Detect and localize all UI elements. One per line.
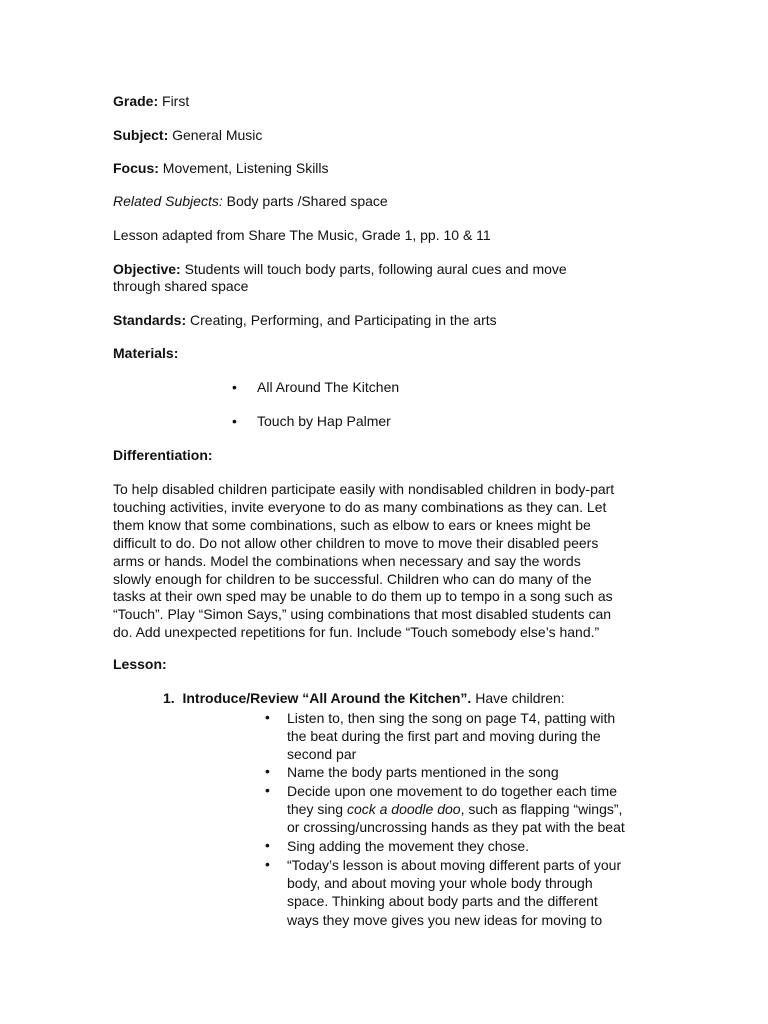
standards-value: Creating, Performing, and Participating in the arts xyxy=(190,312,497,328)
objective-text-1: Students will touch body parts, following aural cues and move xyxy=(184,261,567,277)
subject-value: General Music xyxy=(172,127,263,143)
subject-label: Subject: xyxy=(113,127,169,143)
paragraph-line: touching activities, invite everyone to do as many combinations as they can. Let xyxy=(113,498,607,515)
paragraph-line: To help disabled children participate easily with nondisabled children in body-part xyxy=(113,481,615,497)
paragraph-line: slowly enough for children to be successful. Children who can do many of the xyxy=(113,570,592,587)
related-subjects-value: Body parts /Shared space xyxy=(226,193,388,209)
bullet-line: the beat during the first part and moving during the xyxy=(287,728,601,745)
grade-value: First xyxy=(162,93,190,109)
adapted-line: Lesson adapted from Share The Music, Grade 1, pp. 10 & 11 xyxy=(113,227,491,243)
bullet-icon: • xyxy=(265,709,270,725)
bullet-line-mixed xyxy=(287,800,625,818)
bullet-icon: • xyxy=(265,856,270,872)
paragraph-line: arms or hands. Model the combinations when necessary and say the words xyxy=(113,552,581,569)
lesson-heading: Lesson: xyxy=(113,656,167,672)
paragraph-line: difficult to do. Do not allow other children to move to move their disabled peers xyxy=(113,534,599,551)
differentiation-paragraph xyxy=(113,481,673,642)
bullet-icon: • xyxy=(265,782,270,798)
italic-phrase: cock a doodle doo xyxy=(346,801,461,818)
lesson-bullet xyxy=(287,782,625,837)
paragraph-line: them know that some combinations, such as elbow to ears or knees might be xyxy=(113,516,591,533)
bullet-line: or crossing/uncrossing hands as they pat with the beat xyxy=(287,819,625,836)
differentiation-heading: Differentiation: xyxy=(113,447,213,463)
bullet-icon: • xyxy=(232,413,237,429)
related-subjects-line xyxy=(113,193,388,210)
materials-heading: Materials: xyxy=(113,345,179,361)
bullet-text: they sing xyxy=(287,801,347,818)
materials-item: All Around The Kitchen xyxy=(257,379,400,395)
standards-label: Standards: xyxy=(113,312,187,328)
grade-label: Grade: xyxy=(113,93,159,109)
related-subjects-label: Related Subjects: xyxy=(113,193,223,209)
focus-value: Movement, Listening Skills xyxy=(162,160,329,176)
paragraph-line: tasks at their own sped may be unable to do them up to tempo in a song such as xyxy=(113,588,613,605)
step-tail: Have children: xyxy=(475,690,565,706)
bullet-line: space. Thinking about body parts and the different xyxy=(287,893,598,910)
paragraph-line: “Touch”. Play “Simon Says,” using combinations that most disabled students can xyxy=(113,606,612,623)
step-title: Introduce/Review “All Around the Kitchen”. xyxy=(182,690,472,706)
bullet-icon: • xyxy=(265,763,270,779)
step-number: 1. xyxy=(163,690,175,706)
bullet-line: second par xyxy=(287,746,357,763)
bullet-line: Name the body parts mentioned in the song xyxy=(287,764,559,780)
objective-label: Objective: xyxy=(113,261,181,277)
bullet-text: , such as flapping “wings”, xyxy=(460,801,623,818)
bullet-icon: • xyxy=(265,837,270,853)
objective-text-2: through shared space xyxy=(113,278,249,294)
focus-line xyxy=(113,160,329,177)
bullet-line: Decide upon one movement to do together each time xyxy=(287,783,617,799)
objective-line xyxy=(113,261,567,278)
subject-line xyxy=(113,127,262,144)
lesson-bullet xyxy=(287,837,529,855)
grade-line xyxy=(113,93,189,110)
bullet-line: Sing adding the movement they chose. xyxy=(287,838,530,854)
lesson-bullet xyxy=(287,763,559,781)
standards-line xyxy=(113,312,497,329)
focus-label: Focus: xyxy=(113,160,159,176)
bullet-line: Listen to, then sing the song on page T4, patting with xyxy=(287,710,616,726)
lesson-step-1 xyxy=(163,690,565,707)
paragraph-line: do. Add unexpected repetitions for fun. Include “Touch somebody else’s hand.” xyxy=(113,624,600,641)
materials-item: Touch by Hap Palmer xyxy=(257,413,391,429)
bullet-line: “Today’s lesson is about moving different parts of your xyxy=(287,857,622,873)
bullet-line: body, and about moving your whole body through xyxy=(287,875,593,892)
bullet-icon: • xyxy=(232,379,237,395)
lesson-bullet xyxy=(287,709,615,764)
lesson-bullet xyxy=(287,856,621,929)
bullet-line: ways they move gives you new ideas for moving to xyxy=(287,911,603,928)
